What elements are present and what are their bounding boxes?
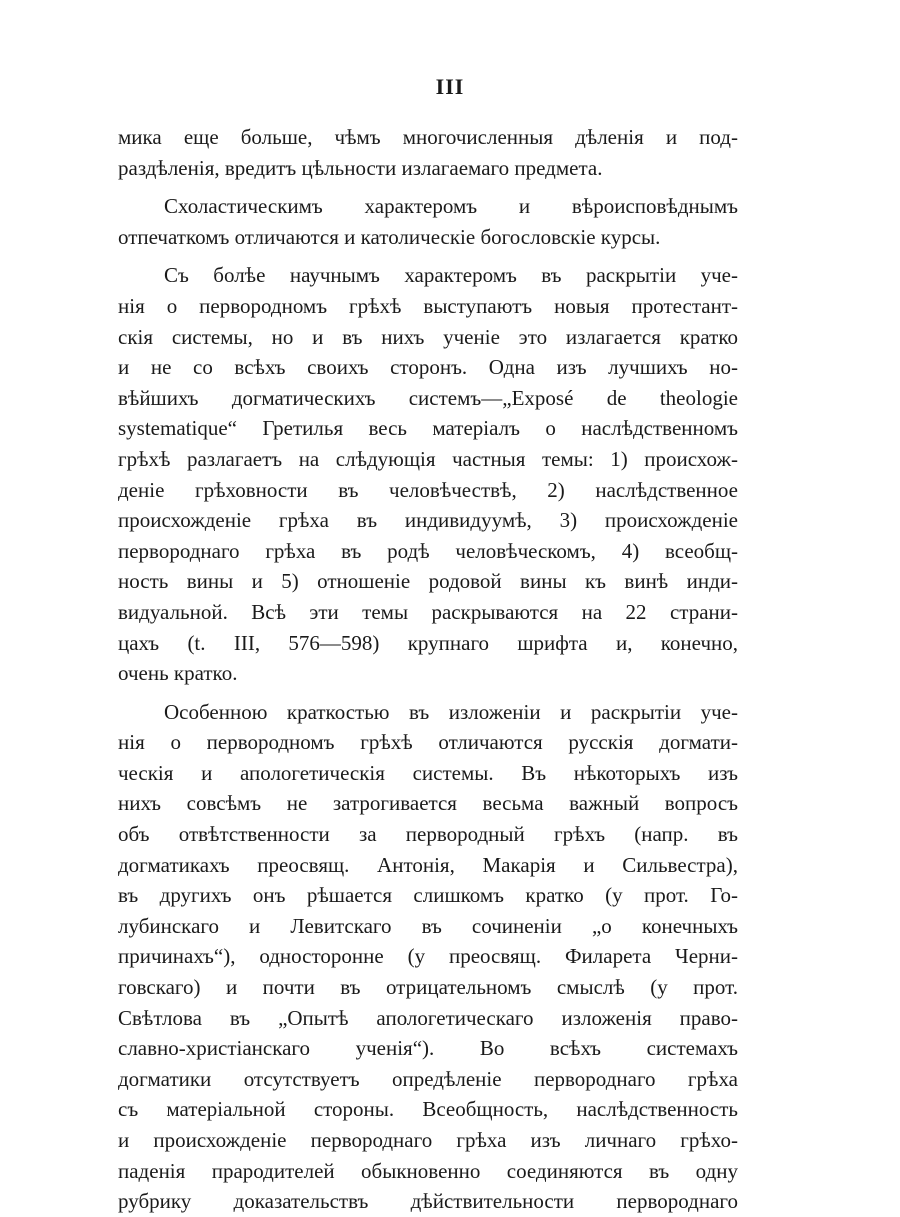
text-line: и не со всѣхъ своихъ сторонъ. Одна изъ лучшихъ но- [118,355,738,380]
text-line: цахъ (t. III, 576—598) крупнаго шрифта и, конечно, [118,630,738,655]
text-line: первороднаго грѣха въ родѣ человѣческомъ, 4) всеобщ- [118,538,738,563]
paragraph-gap [118,689,738,697]
text-line: съ матеріальной стороны. Всеобщность, наслѣдственность [118,1097,738,1122]
text-line: и происхожденіе первороднаго грѣха изъ личнаго грѣхо- [118,1128,738,1152]
text-line: очень кратко. [118,661,238,686]
text-line: Свѣтлова въ „Опытѣ апологетическаго изложенія право- [118,1005,738,1030]
text-line: происхожденіе грѣха въ индивидуумѣ, 3) происхожденіе [118,508,738,533]
text-line: причинахъ“), односторонне (у преосвящ. Филарета Черни- [118,944,738,969]
text-line: славно-христіанскаго ученія“). Во всѣхъ системахъ [118,1036,738,1061]
text-line: нихъ совсѣмъ не затрогивается весьма важный вопросъ [118,791,738,816]
text-line: нія о первородномъ грѣхѣ выступаютъ новыя протестант- [118,293,738,318]
paragraph-gap [118,252,738,260]
text-line: лубинскаго и Левитскаго въ сочиненіи „о конечныхъ [118,913,738,938]
text-line: systematique“ Гретилья весь матеріалъ о наслѣдственномъ [118,416,738,441]
text-line: Съ болѣе научнымъ характеромъ въ раскрытіи уче- [164,263,738,288]
text-line: отпечаткомъ отличаются и католическіе богословскіе курсы. [118,224,661,249]
page-number: III [435,74,465,99]
text-line: паденія прародителей обыкновенно соединяются въ одну [118,1158,738,1183]
text-line: ческія и апологетическія системы. Въ нѣкоторыхъ изъ [118,760,738,785]
text-line: видуальной. Всѣ эти темы раскрываются на 22 страни- [118,599,738,624]
text-line: мика еще больше, чѣмъ многочисленныя дѣленія и под- [118,125,738,149]
body-text [118,122,738,1217]
text-line: говскаго) и почти въ отрицательномъ смыслѣ (у прот. [118,975,738,1000]
text-line: ность вины и 5) отношеніе родовой вины къ винѣ инди- [118,569,738,594]
text-line: скія системы, но и въ нихъ ученіе это излагается кратко [118,324,738,349]
text-line: деніе грѣховности въ человѣчествѣ, 2) наслѣдственное [118,477,738,502]
text-line: рубрику доказательствъ дѣйствительности первороднаго [118,1189,738,1214]
paragraph [118,260,738,688]
text-line: нія о первородномъ грѣхѣ отличаются русскія догмати- [118,730,738,755]
text-line: догматики отсутствуетъ опредѣленіе первороднаго грѣха [118,1066,738,1091]
paragraph [118,191,738,252]
text-line: раздѣленія, вредитъ цѣльности излагаемаго предмета. [118,155,603,180]
paragraph-gap [118,183,738,191]
text-line: въ другихъ онъ рѣшается слишкомъ кратко (у прот. Го- [118,883,738,908]
text-line: объ отвѣтственности за первородный грѣхъ (напр. въ [118,822,738,847]
paragraph [118,122,738,183]
text-line: вѣйшихъ догматическихъ системъ—„Exposé de theologie [118,385,738,410]
text-line: грѣхѣ разлагаетъ на слѣдующія частныя темы: 1) происхож- [118,446,738,471]
paragraph [118,697,738,1217]
text-line: Особенною краткостью въ изложеніи и раскрытіи уче- [164,699,738,724]
text-line: Схоластическимъ характеромъ и вѣроисповѣднымъ [164,194,738,219]
text-line: догматикахъ преосвящ. Антонія, Макарія и Сильвестра), [118,852,738,877]
